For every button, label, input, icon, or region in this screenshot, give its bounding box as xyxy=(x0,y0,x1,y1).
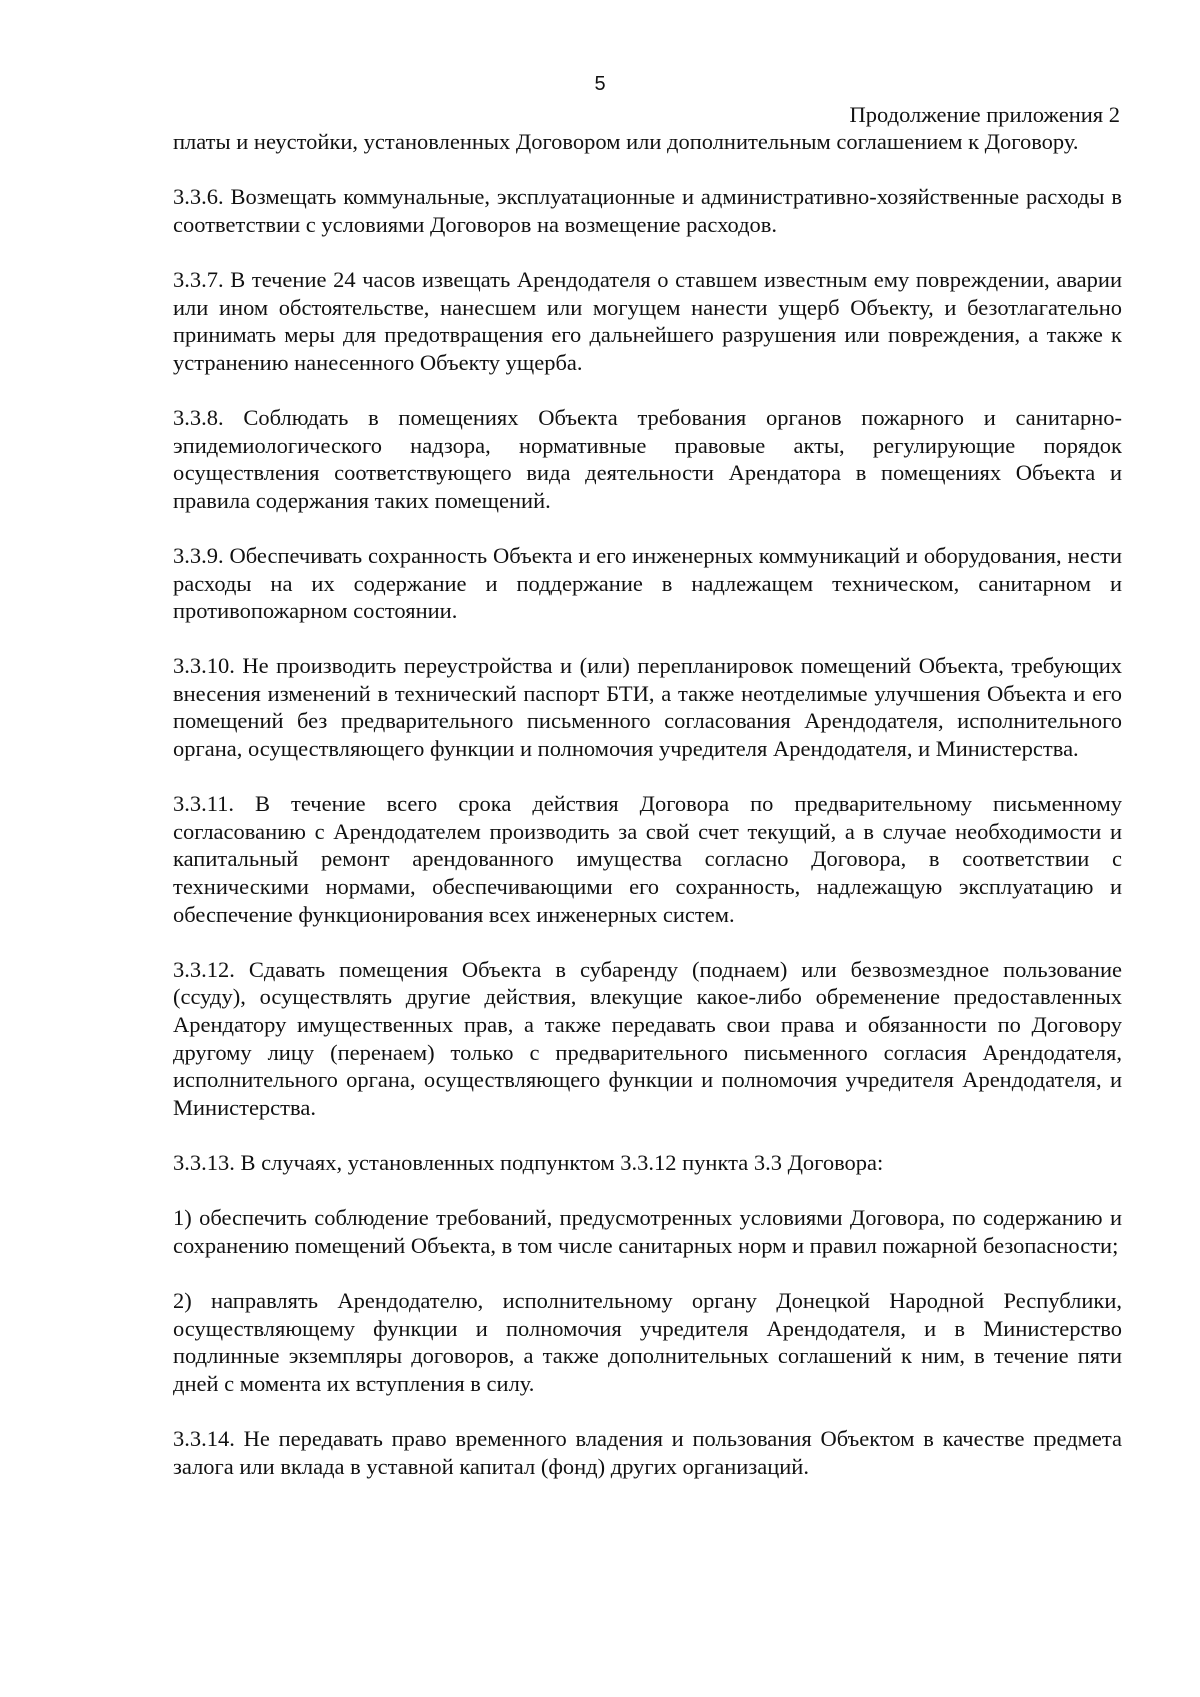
clause-3-3-7: 3.3.7. В течение 24 часов извещать Арендодателя о ставшем известным ему повреждении, аварии или ином обстоятельстве, нанесшем или могущем нанести ущерб Объекту, и безотлагательно принимать меры для предотвращения его дальнейшего разрушения или повреждения, а также к устранению нанесенного Объекту ущерба. xyxy=(173,266,1122,375)
clause-3-3-9: 3.3.9. Обеспечивать сохранность Объекта и его инженерных коммуникаций и оборудования, нести расходы на их содержание и поддержание в надлежащем техническом, санитарном и противопожарном состоянии. xyxy=(173,542,1122,624)
paragraph-continuation: платы и неустойки, установленных Договором или дополнительным соглашением к Договору. xyxy=(173,129,1079,154)
continuation-header: Продолжение приложения 2 xyxy=(849,102,1120,127)
clause-3-3-6: 3.3.6. Возмещать коммунальные, эксплуатационные и административно-хозяйственные расходы в соответствии с условиями Договоров на возмещение расходов. xyxy=(173,184,1122,237)
page-number: 5 xyxy=(594,73,606,95)
clause-3-3-11: 3.3.11. В течение всего срока действия Договора по предварительному письменному согласованию с Арендодателем производить за свой счет текущий, а в случае необходимости и капитальный ремонт арендованного имущества согласно Договора, в соответствии с техническими нормами, обеспечивающими его сохранность, надлежащую эксплуатацию и обеспечение функционирования всех инженерных систем. xyxy=(173,791,1122,927)
subclause-1: 1) обеспечить соблюдение требований, предусмотренных условиями Договора, по содержанию и сохранению помещений Объекта, в том числе санитарных норм и правил пожарной безопасности; xyxy=(173,1205,1122,1258)
clause-3-3-10: 3.3.10. Не производить переустройства и (или) перепланировок помещений Объекта, требующих внесения изменений в технический паспорт БТИ, а также неотделимые улучшения Объекта и его помещений без предварительного письменного согласования Арендодателя, исполнительного органа, осуществляющего функции и полномочия учредителя Арендодателя, и Министерства. xyxy=(173,653,1122,762)
subclause-2: 2) направлять Арендодателю, исполнительному органу Донецкой Народной Республики, осуществляющему функции и полномочия учредителя Арендодателя, и в Министерство подлинные экземпляры договоров, а также дополнительных соглашений к ним, в течение пяти дней с момента их вступления в силу. xyxy=(173,1287,1122,1396)
document-body xyxy=(173,128,1122,1480)
clause-3-3-12: 3.3.12. Сдавать помещения Объекта в субаренду (поднаем) или безвозмездное пользование (ссуду), осуществлять другие действия, влекущие какое-либо обременение предоставленных Арендатору имущественных прав, а также передавать свои права и обязанности по Договору другому лицу (перенаем) только с предварительного письменного согласия Арендодателя, исполнительного органа, осуществляющего функции и полномочия учредителя Арендодателя, и Министерства. xyxy=(173,956,1122,1120)
clause-3-3-14: 3.3.14. Не передавать право временного владения и пользования Объектом в качестве предмета залога или вклада в уставной капитал (фонд) других организаций. xyxy=(173,1425,1122,1479)
clause-3-3-8: 3.3.8. Соблюдать в помещениях Объекта требования органов пожарного и санитарно-эпидемиологического надзора, нормативные правовые акты, регулирующие порядок осуществления соответствующего вида деятельности Арендатора в помещениях Объекта и правила содержания таких помещений. xyxy=(173,404,1122,513)
clause-3-3-13: 3.3.13. В случаях, установленных подпунктом 3.3.12 пункта 3.3 Договора: xyxy=(173,1149,884,1175)
